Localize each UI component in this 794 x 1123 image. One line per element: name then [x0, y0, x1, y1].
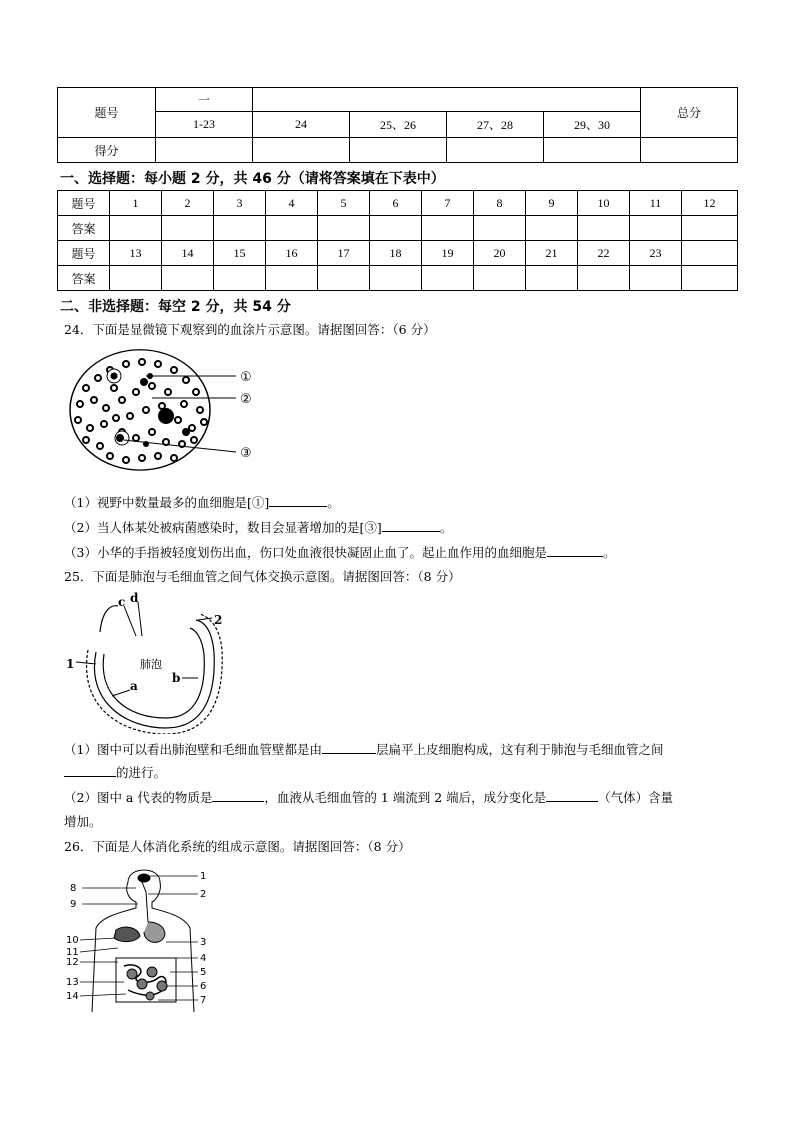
- qnum-cell: 19: [422, 241, 474, 266]
- q25-sub1-mid: 层扁平上皮细胞构成，这有利于肺泡与毛细血管之间: [375, 742, 664, 757]
- q24-sub2-text: （2）当人体某处被病菌感染时，数目会显著增加的是[③]: [64, 520, 382, 535]
- score-input-cell[interactable]: [350, 138, 447, 163]
- score-table: [57, 87, 738, 163]
- q25-sub1-end: 的进行。: [116, 765, 167, 780]
- q25-sub1-cont: [64, 763, 166, 783]
- answer-cell[interactable]: [526, 216, 578, 241]
- label-r1: 1: [200, 871, 207, 882]
- answer-cell[interactable]: [682, 216, 738, 241]
- score-input-cell[interactable]: [447, 138, 544, 163]
- blood-smear-figure: [66, 348, 276, 473]
- answer-cell[interactable]: [162, 266, 214, 291]
- range-cell: 1-23: [156, 112, 253, 138]
- marker-1: ①: [240, 370, 252, 385]
- label-2: 2: [214, 613, 223, 627]
- qnum-cell: 14: [162, 241, 214, 266]
- label-r2: 2: [200, 889, 207, 900]
- label-r3: 3: [200, 937, 207, 948]
- q25-blank-3[interactable]: [212, 801, 264, 802]
- qnum-cell: 20: [474, 241, 526, 266]
- answer-cell[interactable]: [578, 266, 630, 291]
- qnum-cell: 5: [318, 191, 370, 216]
- label-1: 1: [66, 657, 75, 671]
- marker-3: ③: [240, 446, 252, 461]
- answer-cell[interactable]: [162, 216, 214, 241]
- range-cell: 29、30: [544, 112, 641, 138]
- qnum-cell: 15: [214, 241, 266, 266]
- qnum-label: 题号: [58, 241, 110, 266]
- qnum-cell: 18: [370, 241, 422, 266]
- range-cell: 27、28: [447, 112, 544, 138]
- qnum-cell: 2: [162, 191, 214, 216]
- total-label: 总分: [641, 88, 738, 138]
- label-r5: 5: [200, 967, 207, 978]
- q25-blank-4[interactable]: [546, 801, 598, 802]
- ans-label: 答案: [58, 216, 110, 241]
- answer-cell[interactable]: [214, 266, 266, 291]
- qnum-cell: 22: [578, 241, 630, 266]
- answer-cell[interactable]: [474, 216, 526, 241]
- score-input-cell[interactable]: [253, 138, 350, 163]
- answer-cell[interactable]: [370, 216, 422, 241]
- label-b: b: [172, 671, 181, 685]
- q24-sub3-text: （3）小华的手指被轻度划伤出血，伤口处血液很快凝固止血了。起止血作用的血细胞是: [64, 545, 547, 560]
- range-cell: 24: [253, 112, 350, 138]
- qnum-cell: 10: [578, 191, 630, 216]
- score-input-cell[interactable]: [544, 138, 641, 163]
- label-10: 10: [66, 935, 79, 946]
- group-two-header: [253, 88, 641, 112]
- marker-labels: [240, 370, 252, 461]
- q25-title: 25．下面是肺泡与毛细血管之间气体交换示意图。请据图回答：（8 分）: [64, 569, 461, 584]
- q25-sub2-end: 增加。: [64, 814, 102, 829]
- qnum-cell: 3: [214, 191, 266, 216]
- section-two-title: 二、非选择题：每空 2 分，共 54 分: [60, 299, 291, 315]
- q24-sub1-text: （1）视野中数量最多的血细胞是[①]: [64, 495, 270, 510]
- answer-cell[interactable]: [110, 266, 162, 291]
- label-c: c: [118, 595, 126, 609]
- score-label: 得分: [58, 138, 156, 163]
- q24-sub3-end: 。: [602, 545, 616, 560]
- organs: [114, 874, 176, 1002]
- q24-sub1-end: 。: [327, 495, 340, 510]
- answer-row: [58, 266, 738, 291]
- body-outline: [92, 870, 194, 1012]
- q24-sub3: [64, 543, 615, 563]
- answer-cell[interactable]: [370, 266, 422, 291]
- label-9: 9: [70, 899, 77, 910]
- answer-cell[interactable]: [422, 216, 474, 241]
- q25-sub2-text: （2）图中 a 代表的物质是: [64, 790, 213, 805]
- label-12: 12: [66, 957, 79, 968]
- q24-title: 24．下面是显微镜下观察到的血涂片示意图。请据图回答：（6 分）: [64, 322, 436, 337]
- answer-cell[interactable]: [630, 266, 682, 291]
- score-header-label: 题号: [58, 88, 156, 138]
- qnum-cell: 6: [370, 191, 422, 216]
- answer-cell[interactable]: [110, 216, 162, 241]
- q25-sub2: [64, 788, 744, 808]
- alveolus-figure: [66, 592, 236, 734]
- answer-cell[interactable]: [630, 216, 682, 241]
- q25-blank-1[interactable]: [322, 753, 376, 754]
- qnum-cell: 12: [682, 191, 738, 216]
- range-cell: 25、26: [350, 112, 447, 138]
- qnum-cell: 11: [630, 191, 682, 216]
- qnum-cell: 8: [474, 191, 526, 216]
- qnum-cell: 13: [110, 241, 162, 266]
- score-input-cell[interactable]: [156, 138, 253, 163]
- answer-row: [58, 216, 738, 241]
- qnum-label: 题号: [58, 191, 110, 216]
- label-8: 8: [70, 883, 77, 894]
- q24-blank-2[interactable]: [382, 531, 440, 532]
- label-alveolus: 肺泡: [140, 658, 162, 671]
- answer-cell[interactable]: [474, 266, 526, 291]
- score-input-cell[interactable]: [641, 138, 738, 163]
- label-a: a: [130, 679, 138, 693]
- qnum-cell: 1: [110, 191, 162, 216]
- qnum-cell: 23: [630, 241, 682, 266]
- ans-label: 答案: [58, 266, 110, 291]
- answer-cell[interactable]: [578, 216, 630, 241]
- label-11: 11: [66, 947, 79, 958]
- q25-sub2-gas: （气体）含量: [598, 790, 674, 805]
- answer-cell[interactable]: [422, 266, 474, 291]
- q25-sub1-text: （1）图中可以看出肺泡壁和毛细血管壁都是由: [64, 742, 322, 757]
- answer-table: [57, 190, 738, 291]
- group-one-label: 一: [156, 88, 253, 112]
- digestive-system-figure: [66, 862, 216, 1022]
- answer-cell[interactable]: [318, 266, 370, 291]
- answer-cell[interactable]: [266, 266, 318, 291]
- qnum-cell: 4: [266, 191, 318, 216]
- q24-blank-3[interactable]: [547, 556, 603, 557]
- q24-sub1: [64, 493, 340, 513]
- qnum-cell: 9: [526, 191, 578, 216]
- qnum-cell: 17: [318, 241, 370, 266]
- label-13: 13: [66, 977, 79, 988]
- qnum-cell: [682, 241, 738, 266]
- label-d: d: [130, 592, 139, 605]
- q25-blank-2[interactable]: [64, 776, 116, 777]
- answer-cell[interactable]: [526, 266, 578, 291]
- q25-sub2-mid: ，血液从毛细血管的 1 端流到 2 端后，成分变化是: [264, 790, 547, 805]
- q24-sub2: [64, 518, 452, 538]
- qnum-cell: 21: [526, 241, 578, 266]
- answer-cell[interactable]: [266, 216, 318, 241]
- label-r6: 6: [200, 981, 207, 992]
- q26-title: 26．下面是人体消化系统的组成示意图。请据图回答：（8 分）: [64, 839, 411, 854]
- smear-circle: [70, 350, 210, 470]
- q24-sub2-end: 。: [439, 520, 453, 535]
- answer-qnum-row: [58, 241, 738, 266]
- section-one-title: 一、选择题：每小题 2 分，共 46 分（请将答案填在下表中）: [60, 171, 445, 187]
- q25-sub1: [64, 740, 744, 760]
- q24-blank-1[interactable]: [269, 506, 327, 507]
- answer-qnum-row: [58, 191, 738, 216]
- qnum-cell: 16: [266, 241, 318, 266]
- red-blood-cells: [75, 359, 207, 463]
- answer-cell[interactable]: [318, 216, 370, 241]
- qnum-cell: 7: [422, 191, 474, 216]
- label-14: 14: [66, 991, 79, 1002]
- answer-cell[interactable]: [214, 216, 266, 241]
- label-r4: 4: [200, 953, 207, 964]
- label-r7: 7: [200, 995, 207, 1006]
- marker-2: ②: [240, 392, 252, 407]
- answer-cell[interactable]: [682, 266, 738, 291]
